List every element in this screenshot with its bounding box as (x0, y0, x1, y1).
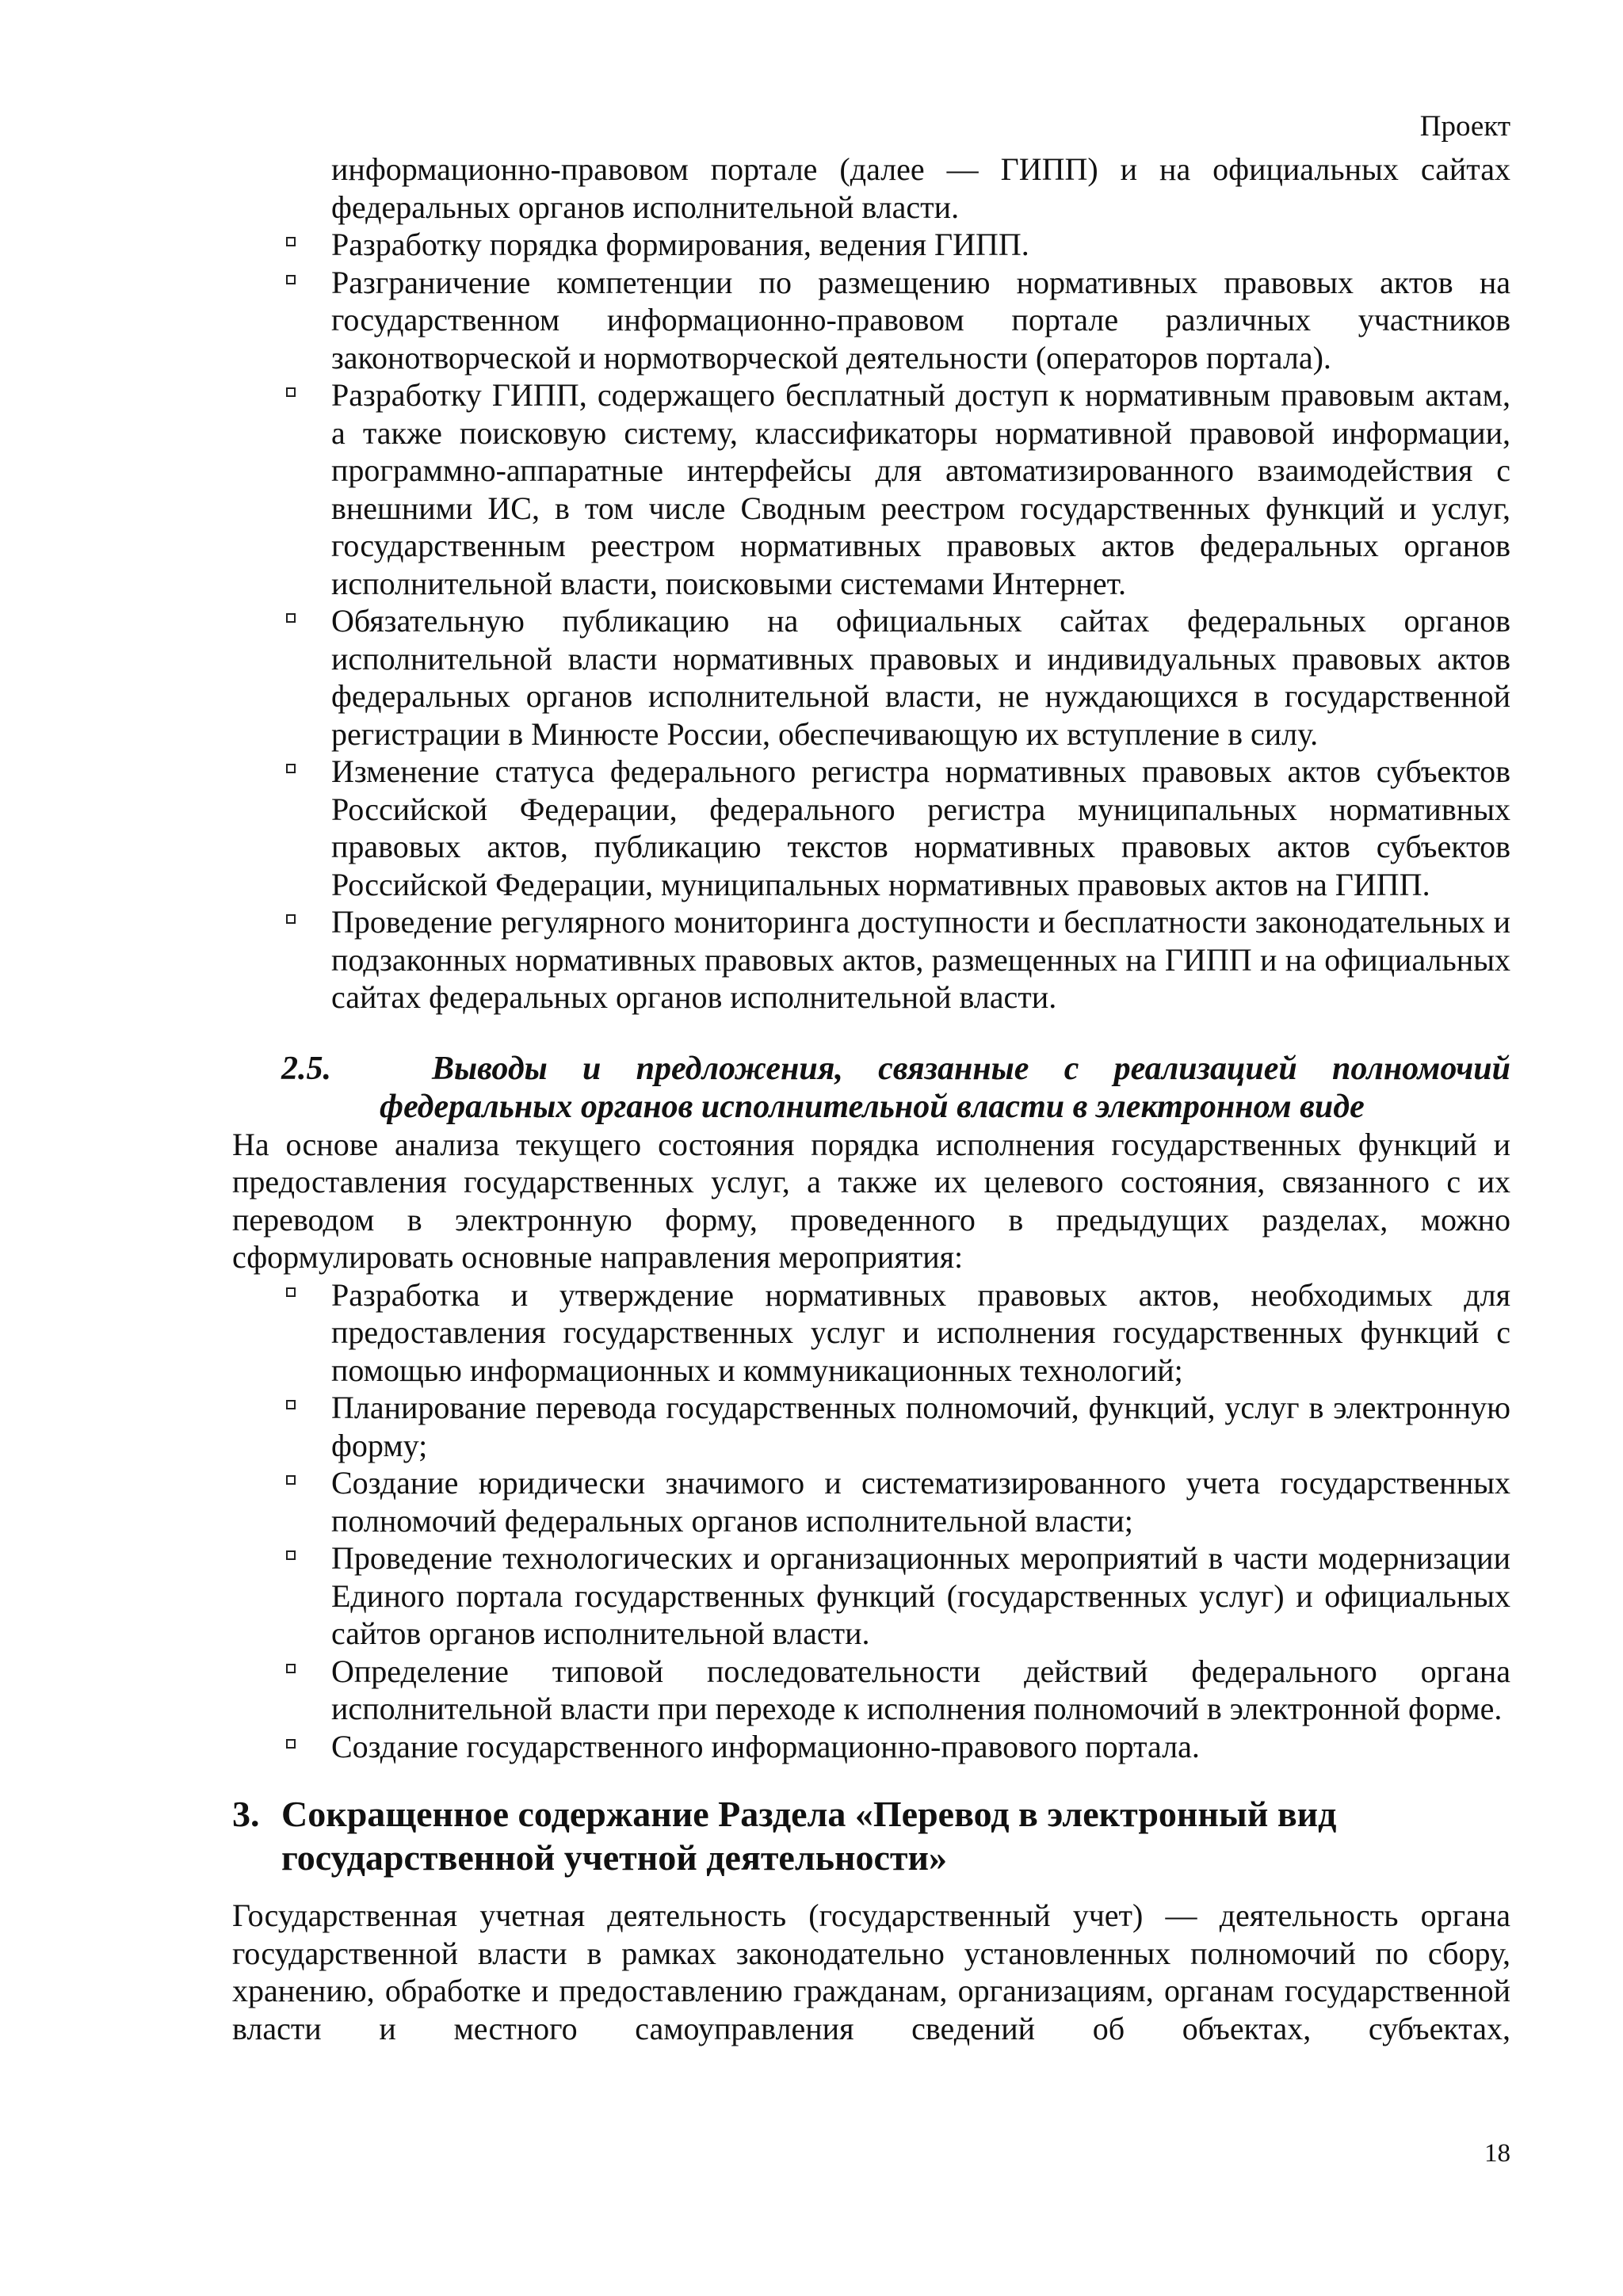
list-item: Проведение технологических и организационных мероприятий в части модернизации Единого портала государственных функций (государственных услуг) и официальных сайтов органов исполнительной власти. (232, 1539, 1510, 1653)
list-item: Определение типовой последовательности действий федерального органа исполнительной власти при переходе к исполнения полномочий в электронной форме. (232, 1653, 1510, 1728)
square-bullet-icon (286, 1400, 296, 1409)
section-paragraph: Государственная учетная деятельность (государственный учет) — деятельность органа государственной власти в рамках законодательно установленных полномочий по сбору, хранению, обработке и предоставлению гражданам, организациям, органам государственной власти и местного самоуправления сведений об объектах, субъектах, (232, 1897, 1510, 2046)
list-item: Разработку порядка формирования, ведения ГИПП. (232, 226, 1510, 264)
section-title-line-2: федеральных органов исполнительной власти в электронном виде (380, 1088, 1365, 1125)
square-bullet-icon (286, 237, 296, 246)
section-number: 2.5. (281, 1050, 331, 1087)
section-number: 3. (232, 1794, 260, 1834)
list-item-continuation: информационно-правовом портале (далее — ГИПП) и на официальных сайтах федеральных органов исполнительной власти. (331, 151, 1510, 225)
list-item: Создание государственного информационно-правового портала. (232, 1728, 1510, 1766)
page-number: 18 (1484, 2139, 1510, 2168)
list-item: Проведение регулярного мониторинга доступности и бесплатности законодательных и подзаконных нормативных правовых актов, размещенных на ГИПП и на официальных сайтах федеральных органов исполнительной власти. (232, 903, 1510, 1016)
section-heading-2-5 (232, 1050, 1510, 1126)
list-item: Разграничение компетенции по размещению нормативных правовых актов на государственном информационно-правовом портале различных участников законотворческой и нормотворческой деятельности (операторов портала). (232, 264, 1510, 377)
section-heading-3 (232, 1792, 1510, 1879)
section-title-line-1: Выводы и предложения, связанные с реализацией полномочий (432, 1050, 1510, 1087)
square-bullet-icon (286, 275, 296, 284)
list-item: Разработка и утверждение нормативных правовых актов, необходимых для предоставления государственных услуг и исполнения государственных функций с помощью информационных и коммуникационных технологий; (232, 1276, 1510, 1390)
bullet-list-1 (232, 226, 1510, 1016)
square-bullet-icon (286, 914, 296, 924)
list-item: Разработку ГИПП, содержащего бесплатный доступ к нормативным правовым актам, а также поисковую систему, классификаторы нормативной правовой информации, программно-аппаратные интерфейсы для автоматизированного взаимодействия с внешними ИС, в том числе Сводным реестром государственных функций и услуг, государственным реестром нормативных правовых актов федеральных органов исполнительной власти, поисковыми системами Интернет. (232, 376, 1510, 602)
list-item: Планирование перевода государственных полномочий, функций, услуг в электронную форму; (232, 1389, 1510, 1464)
square-bullet-icon (286, 1287, 296, 1297)
section-paragraph: На основе анализа текущего состояния порядка исполнения государственных функций и предоставления государственных услуг, а также их целевого состояния, связанного с их переводом в электронную форму, проведенного в предыдущих разделах, можно сформулировать основные направления мероприятия: (232, 1126, 1510, 1275)
square-bullet-icon (286, 1664, 296, 1673)
square-bullet-icon (286, 1739, 296, 1749)
square-bullet-icon (286, 387, 296, 397)
page-content (232, 151, 1510, 2047)
list-item: Создание юридически значимого и систематизированного учета государственных полномочий федеральных органов исполнительной власти; (232, 1464, 1510, 1539)
section-title: Сокращенное содержание Раздела «Перевод в электронный вид государственной учетной деятельности» (281, 1794, 1337, 1878)
bullet-list-2 (232, 1276, 1510, 1766)
square-bullet-icon (286, 764, 296, 773)
header-label: Проект (1419, 110, 1510, 143)
list-item: Обязательную публикацию на официальных сайтах федеральных органов исполнительной власти нормативных правовых и индивидуальных правовых актов федеральных органов исполнительной власти, не нуждающихся в государственной регистрации в Минюсте России, обеспечивающую их вступление в силу. (232, 602, 1510, 753)
square-bullet-icon (286, 613, 296, 623)
square-bullet-icon (286, 1475, 296, 1485)
square-bullet-icon (286, 1550, 296, 1560)
list-item: Изменение статуса федерального регистра нормативных правовых актов субъектов Российской Федерации, федерального регистра муниципальных нормативных правовых актов, публикацию текстов нормативных правовых актов субъектов Российской Федерации, муниципальных нормативных правовых актов на ГИПП. (232, 753, 1510, 903)
